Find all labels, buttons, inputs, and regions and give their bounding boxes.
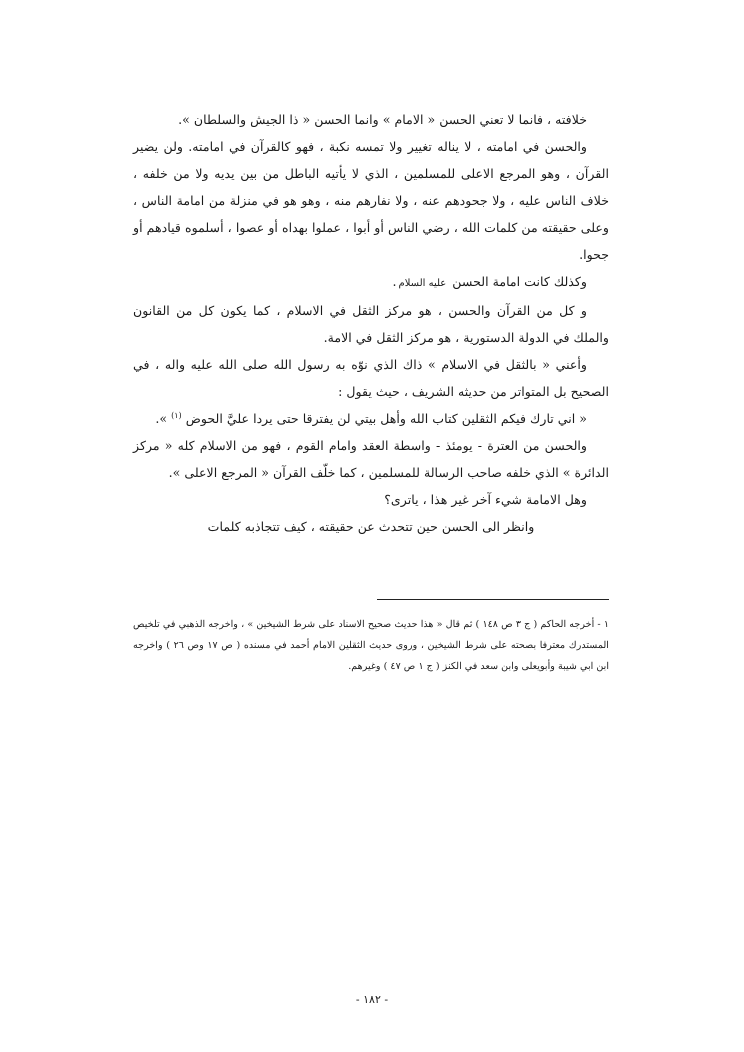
paragraph-7: والحسن من العترة - يومئذ - واسطة العقد وامام القوم ، فهو من الاسلام كله « مركز الدائرة » الذي خلفه صاحب الرسالة للمسلمين ، كما خلّف القرآن « المرجع الاعلى ». xyxy=(133,438,609,480)
page-number: - ١٨٢ - xyxy=(355,993,389,1006)
footnote-1: ١ - أخرجه الحاكم ( ج ٣ ص ١٤٨ ) ثم قال « هذا حديث صحيح الاسناد على شرط الشيخين » ، واخرجه الذهبي في تلخيص المستدرك معترفا بصحته على شرط الشيخين ، وروى حديث الثقلين الامام أحمد في مسنده ( ص ١٧ وص ٢٦ ) واخرجه ابن ابي شيبة وأبويعلى وابن سعد في الكنز ( ج ١ ص ٤٧ ) وغيرهم. xyxy=(133,619,609,672)
paragraph-6-quote xyxy=(133,405,609,432)
paragraph-1: خلافته ، فانما لا تعني الحسن « الامام » وانما الحسن « ذا الجيش والسلطان ». xyxy=(178,112,587,127)
paragraph-3 xyxy=(133,268,609,297)
honorific-mark: عليه السلام xyxy=(398,278,447,289)
hadith-quote: « اني تارك فيكم الثقلين كتاب الله وأهل بيتي لن يفترقا حتى يردا عليَّ الحوض xyxy=(185,411,587,426)
footnote-separator xyxy=(377,599,609,600)
paragraph-9: وانظر الى الحسن حين تتحدث عن حقيقته ، كيف تتجاذبه كلمات xyxy=(207,519,535,534)
paragraph-2: والحسن في امامته ، لا يناله تغيير ولا تمسه نكبة ، فهو كالقرآن في امامته. ولن يضير القرآن ، وهو المرجع الاعلى للمسلمين ، الذي لا يأتيه الباطل من بين يديه ولا من خلفه ، خلاف الناس عليه ، ولا جحودهم عنه ، ولا نفارهم منه ، وهو هو في منزلة من امامة الناس ، وعلى حقيقته من كلمات الله ، رضي الناس أو أبوا ، عملوا بهداه أو عصوا ، أسلموه قيادهم أو جحوا. xyxy=(133,139,609,262)
footnote-reference[interactable]: (١) xyxy=(171,410,182,420)
footnotes xyxy=(133,614,609,677)
main-text xyxy=(133,106,609,540)
paragraph-4: و كل من القرآن والحسن ، هو مركز الثقل في الاسلام ، كما يكون كل من القانون والملك في الدولة الدستورية ، هو مركز الثقل في الامة. xyxy=(133,303,609,345)
paragraph-5: وأعني « بالثقل في الاسلام » ذاك الذي نوّه به رسول الله صلى الله عليه واله ، في الصحيح بل المتواتر من حديثه الشريف ، حيث يقول : xyxy=(133,357,609,399)
paragraph-3-end: . xyxy=(392,274,397,289)
paragraph-8: وهل الامامة شيء آخر غير هذا ، ياترى؟ xyxy=(384,492,587,507)
hadith-quote-end: ». xyxy=(155,411,172,426)
paragraph-3-text: وكذلك كانت امامة الحسن xyxy=(452,274,587,289)
